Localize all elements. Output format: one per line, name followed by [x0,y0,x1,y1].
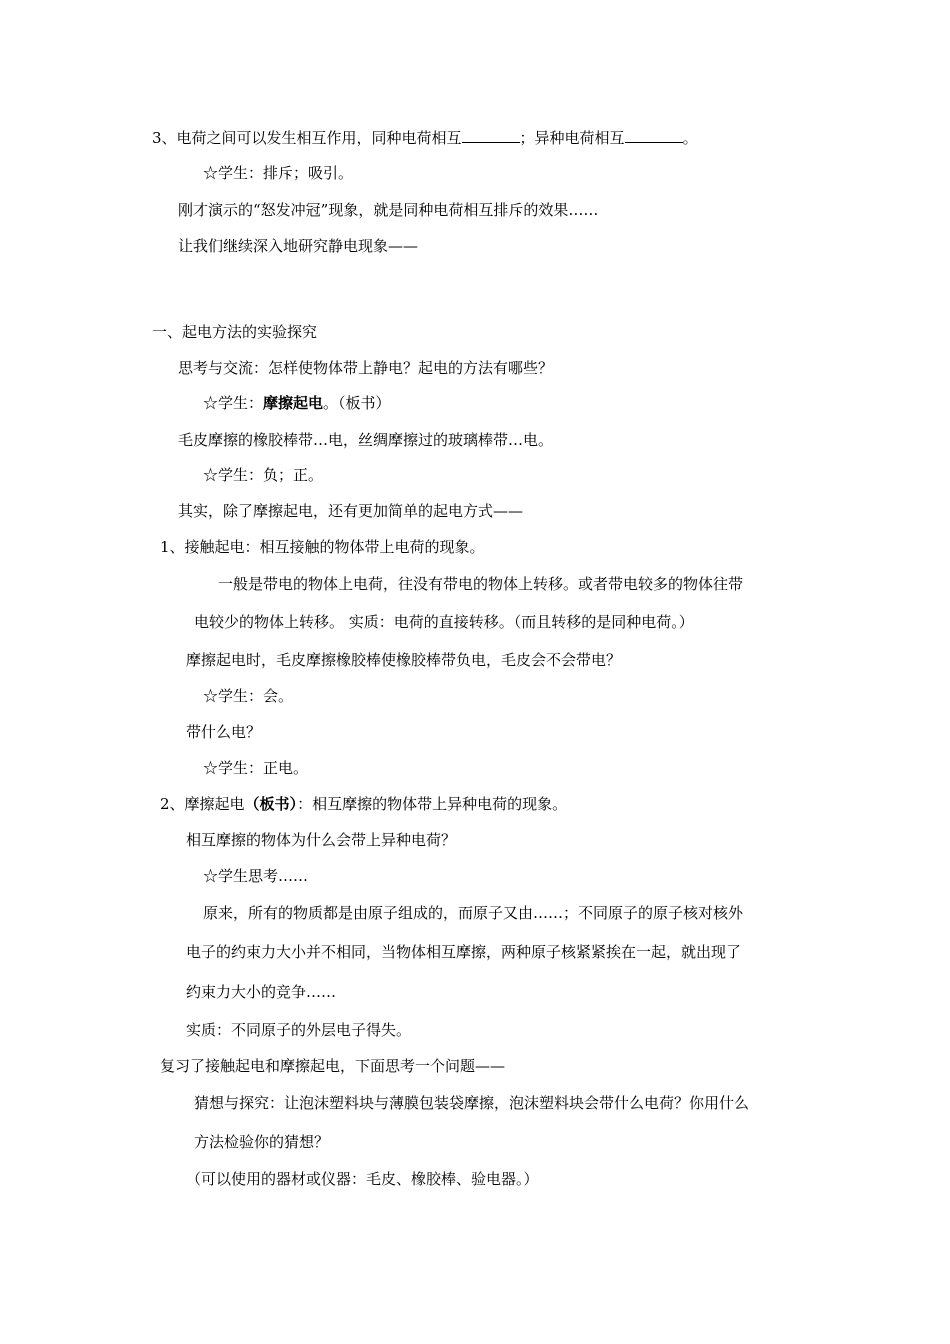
answer-blank-2 [625,128,683,143]
bold-term: （板书） [244,795,298,813]
student-answer: ☆学生：正电。 [203,759,309,777]
student-answer: ☆学生：会。 [203,687,294,705]
student-answer: ☆学生思考…… [203,867,309,885]
subsection-heading: 1、接触起电：相互接触的物体带上电荷的现象。 [160,538,485,556]
subsection-heading: 2、摩擦起电（板书）：相互摩擦的物体带上异种电荷的现象。 [160,795,568,813]
answer-blank-1 [462,128,520,143]
text-line: 带什么电？ [186,723,262,741]
text-line: 实质：不同原子的外层电子得失。 [186,1021,412,1039]
text-line: 原来，所有的物质都是由原子组成的，而原子又由……；不同原子的原子核对核外 [203,904,744,922]
text-line: 思考与交流：怎样使物体带上静电？起电的方法有哪些？ [178,359,554,377]
text-line: 让我们继续深入地研究静电现象—— [178,237,419,255]
bold-term: 摩擦起电 [263,394,324,412]
text-line: 刚才演示的“怒发冲冠”现象，就是同种电荷相互排斥的效果…… [178,201,599,219]
text-line: 猜想与探究：让泡沫塑料块与薄膜包装袋摩擦，泡沫塑料块会带什么电荷？你用什么 [194,1094,750,1112]
section-heading: 一、起电方法的实验探究 [152,323,318,341]
student-answer: ☆学生：排斥；吸引。 [203,164,354,182]
text-line: 摩擦起电时，毛皮摩擦橡胶棒使橡胶棒带负电，毛皮会不会带电？ [186,651,622,669]
text-line: 相互摩擦的物体为什么会带上异种电荷？ [186,831,457,849]
text-line: 约束力大小的竞争…… [186,983,337,1001]
text-line: 其实，除了摩擦起电，还有更加简单的起电方式—— [178,502,524,520]
text-line: 电子的约束力大小并不相同，当物体相互摩擦，两种原子核紧紧挨在一起，就出现了 [186,943,742,961]
text-line: 毛皮摩擦的橡胶棒带…电，丝绸摩擦过的玻璃棒带…电。 [178,431,554,449]
text-line: （可以使用的器材或仪器：毛皮、橡胶棒、验电器。） [186,1170,539,1188]
student-answer: ☆学生：摩擦起电。（板书） [203,394,391,412]
question-3-line: 3、电荷之间可以发生相互作用，同种电荷相互 ；异种电荷相互 。 [152,129,698,147]
text-line: 复习了接触起电和摩擦起电，下面思考一个问题—— [160,1057,506,1075]
text-line: 电较少的物体上转移。 实质：电荷的直接转移。（而且转移的是同种电荷。） [194,613,694,631]
student-answer: ☆学生：负；正。 [203,466,324,484]
text-line: 一般是带电的物体上电荷，往没有带电的物体上转移。或者带电较多的物体往带 [218,575,744,593]
text-line: 方法检验你的猜想？ [194,1133,330,1151]
